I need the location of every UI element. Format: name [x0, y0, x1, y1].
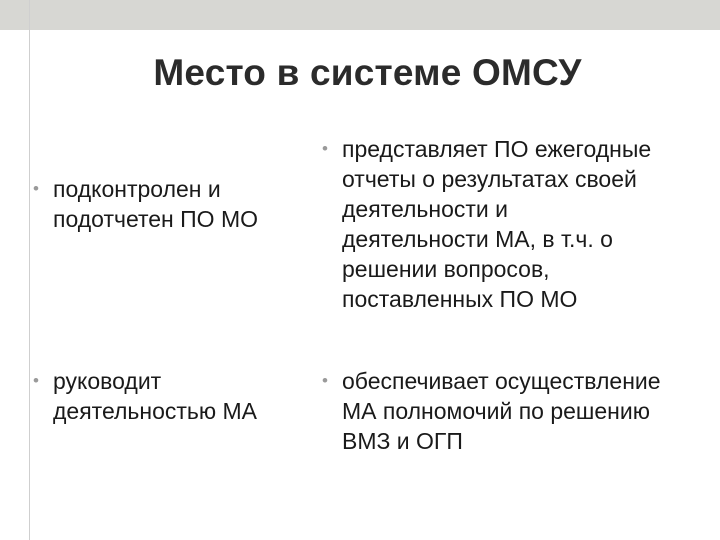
bullet-line: подотчетен ПО МО	[53, 206, 259, 232]
bullet-line: поставленных ПО МО	[342, 286, 578, 312]
bullet-line: ВМЗ и ОГП	[342, 428, 463, 454]
bullet-icon: •	[33, 371, 39, 390]
bullet-line: обеспечивает осуществление	[342, 368, 661, 394]
bullet-line: отчеты о результатах своей	[342, 166, 637, 192]
bullet-line: деятельностью МА	[53, 398, 258, 424]
bullet-line: деятельности и	[342, 196, 508, 222]
bullet-line: представляет ПО ежегодные	[342, 136, 652, 162]
bullet-line: МА полномочий по решению	[342, 398, 650, 424]
bullet-icon: •	[322, 139, 328, 158]
bullet-line: подконтролен и	[53, 176, 221, 202]
bullet-line: деятельности МА, в т.ч. о	[342, 226, 613, 252]
bullet-item-right-2	[322, 366, 720, 456]
bullet-icon: •	[322, 371, 328, 390]
top-decorative-band	[0, 0, 720, 30]
bullet-line: руководит	[53, 368, 162, 394]
bullet-item-right-1	[322, 134, 720, 314]
bullet-line: решении вопросов,	[342, 256, 550, 282]
bullet-icon: •	[33, 179, 39, 198]
slide-title: Место в системе ОМСУ	[153, 52, 582, 93]
bullet-item-left-1	[33, 174, 343, 234]
bullet-item-left-2	[33, 366, 343, 426]
